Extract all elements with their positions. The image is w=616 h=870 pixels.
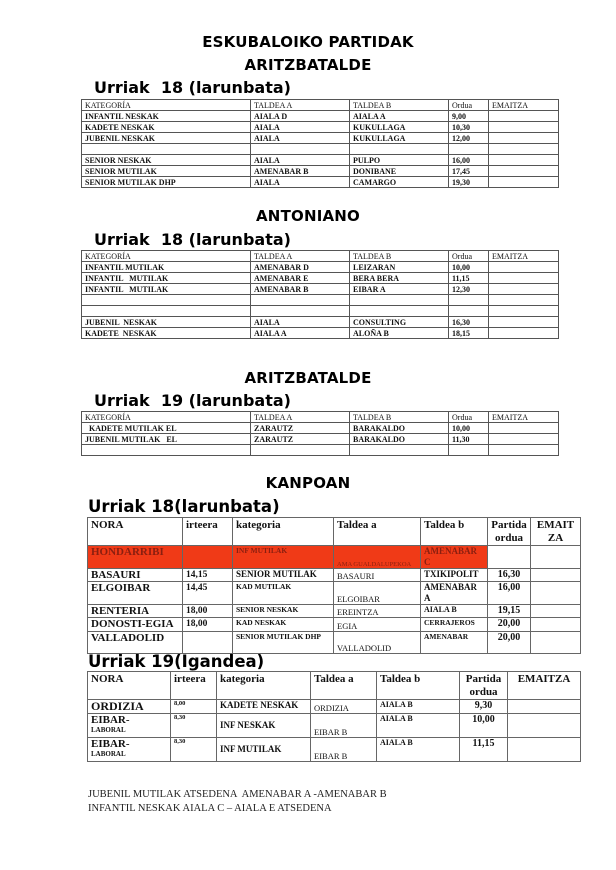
table-row (82, 306, 559, 317)
cell-category: SENIOR MUTILAK (82, 166, 251, 177)
header-cell: TALDEA A (251, 251, 350, 262)
cell-time (449, 295, 489, 306)
cell-team-a: AIALA D (251, 111, 350, 122)
cell-team-b: DONIBANE (350, 166, 449, 177)
cell-team-a: AMENABAR B (251, 166, 350, 177)
header-cell: EMAITZA (489, 251, 559, 262)
cell-destination: ORDIZIA (88, 700, 171, 714)
header-cell: KATEGORÍA (82, 100, 251, 111)
table-row (82, 273, 559, 284)
header-cell: EMAITZA (508, 672, 581, 700)
away-games-table-18 (87, 517, 581, 654)
cell-team-a: AIALA A (251, 328, 350, 339)
cell-team-b (350, 306, 449, 317)
header-cell: EMAITZA (489, 412, 559, 423)
cell-category (82, 306, 251, 317)
cell-time (449, 306, 489, 317)
cell-match-time (488, 546, 531, 569)
cell-category: INF MUTILAK (233, 546, 334, 569)
cell-category: INF NESKAK (217, 714, 311, 738)
table-header-row (82, 251, 559, 262)
cell-category: JUBENIL NESKAK (82, 133, 251, 144)
cell-departure: 14,15 (183, 569, 233, 582)
header-cell: Partida ordua (488, 518, 531, 546)
header-cell: Ordua (449, 412, 489, 423)
table-row (88, 618, 581, 632)
cell-result (489, 262, 559, 273)
cell-result (489, 434, 559, 445)
cell-category: KAD MUTILAK (233, 582, 334, 605)
cell-match-time: 16,00 (488, 582, 531, 605)
cell-result (531, 569, 581, 582)
header-cell: KATEGORÍA (82, 412, 251, 423)
cell-team-b: AMENABAR C (421, 546, 488, 569)
table-row (82, 122, 559, 133)
date-heading: Urriak 18 (larunbata) (94, 230, 291, 249)
cell-team-b: BARAKALDO (350, 423, 449, 434)
cell-category: SENIOR MUTILAK DHP (233, 632, 334, 654)
cell-departure: 14,45 (183, 582, 233, 605)
main-title: ESKUBALOIKO PARTIDAK (202, 33, 414, 51)
cell-category: JUBENIL NESKAK (82, 317, 251, 328)
date-heading: Urriak 19 (larunbata) (94, 391, 291, 410)
header-cell: KATEGORÍA (82, 251, 251, 262)
cell-departure: 8,30 (171, 714, 217, 738)
cell-team-b: AIALA A (350, 111, 449, 122)
table-row (82, 423, 559, 434)
cell-destination: HONDARRIBI (88, 546, 183, 569)
cell-category: JUBENIL MUTILAK EL (82, 434, 251, 445)
cell-team-b: AMENABAR A (421, 582, 488, 605)
table-row (88, 632, 581, 654)
cell-team-a: ELGOIBAR (334, 582, 421, 605)
cell-result (531, 605, 581, 618)
kanpoan-heading: KANPOAN (265, 474, 351, 492)
table-row (82, 133, 559, 144)
header-cell: irteera (183, 518, 233, 546)
table-header-row (88, 672, 581, 700)
cell-departure (183, 546, 233, 569)
table-row (82, 284, 559, 295)
cell-team-a (251, 295, 350, 306)
cell-team-a (251, 306, 350, 317)
schedule-table-aritzbatalde-18 (81, 99, 559, 188)
cell-category: KADETE NESKAK (82, 122, 251, 133)
cell-result (489, 177, 559, 188)
cell-time: 9,00 (449, 111, 489, 122)
header-cell: Taldea b (377, 672, 460, 700)
cell-destination: DONOSTI-EGIA (88, 618, 183, 632)
cell-result (489, 423, 559, 434)
cell-destination (88, 714, 171, 738)
table-row (82, 111, 559, 122)
cell-result (508, 700, 581, 714)
header-cell: TALDEA B (350, 100, 449, 111)
cell-team-a: ZARAUTZ (251, 434, 350, 445)
cell-team-b: CERRAJEROS (421, 618, 488, 632)
cell-match-time: 16,30 (488, 569, 531, 582)
destination-name: EIBAR- (91, 714, 130, 726)
cell-category: KADETE MUTILAK EL (82, 423, 251, 434)
table-header-row (82, 412, 559, 423)
schedule-table-aritzbatalde-19 (81, 411, 559, 456)
header-cell: TALDEA A (251, 100, 350, 111)
cell-category: SENIOR MUTILAK (233, 569, 334, 582)
cell-team-a: EGIA (334, 618, 421, 632)
cell-time: 17,45 (449, 166, 489, 177)
cell-team-b: EIBAR A (350, 284, 449, 295)
cell-team-a: BASAURI (334, 569, 421, 582)
table-row (82, 155, 559, 166)
cell-team-a: AIALA (251, 177, 350, 188)
table-header-row (82, 100, 559, 111)
cell-team-a: EIBAR B (311, 738, 377, 762)
cell-team-b (350, 295, 449, 306)
cell-category (82, 144, 251, 155)
cell-team-b: AMENABAR (421, 632, 488, 654)
away-games-table-19 (87, 671, 581, 762)
cell-result (489, 144, 559, 155)
header-cell: Taldea a (311, 672, 377, 700)
venue-heading-aritzbatalde-19: ARITZBATALDE (244, 369, 372, 387)
cell-destination: RENTERIA (88, 605, 183, 618)
header-cell: EMAIT ZA (531, 518, 581, 546)
cell-time: 16,30 (449, 317, 489, 328)
cell-category: INFANTIL MUTILAK (82, 273, 251, 284)
table-row (82, 295, 559, 306)
header-cell: kategoria (233, 518, 334, 546)
cell-team-b: AIALA B (421, 605, 488, 618)
cell-team-a: AIALA (251, 155, 350, 166)
table-row (82, 317, 559, 328)
cell-match-time: 19,15 (488, 605, 531, 618)
cell-team-a: AIALA (251, 133, 350, 144)
table-row (88, 605, 581, 618)
cell-time: 10,00 (449, 423, 489, 434)
cell-category: SENIOR NESKAK (233, 605, 334, 618)
cell-destination: BASAURI (88, 569, 183, 582)
cell-time (449, 445, 489, 456)
destination-name: EIBAR- (91, 738, 130, 750)
header-cell: Taldea b (421, 518, 488, 546)
cell-category: KADETE NESKAK (217, 700, 311, 714)
cell-match-time: 20,00 (488, 618, 531, 632)
cell-result (489, 155, 559, 166)
table-row (82, 434, 559, 445)
cell-team-a: AMENABAR E (251, 273, 350, 284)
cell-time: 10,30 (449, 122, 489, 133)
cell-category: KAD NESKAK (233, 618, 334, 632)
table-row (88, 714, 581, 738)
cell-result (489, 306, 559, 317)
cell-team-a: AMENABAR D (251, 262, 350, 273)
cell-category: INFANTIL MUTILAK (82, 262, 251, 273)
cell-departure: 8,30 (171, 738, 217, 762)
header-cell: Ordua (449, 100, 489, 111)
header-cell: NORA (88, 672, 171, 700)
destination-sub: LABORAL (91, 750, 126, 758)
table-row (82, 328, 559, 339)
cell-time: 10,00 (449, 262, 489, 273)
cell-result (508, 714, 581, 738)
venue-heading-antoniano: ANTONIANO (256, 207, 360, 225)
date-heading-kanpoan-19: Urriak 19(Igandea) (88, 652, 265, 671)
cell-team-a: ORDIZIA (311, 700, 377, 714)
cell-departure: 8,00 (171, 700, 217, 714)
cell-team-b: ALOÑA B (350, 328, 449, 339)
cell-match-time: 10,00 (460, 714, 508, 738)
cell-category: INFANTIL MUTILAK (82, 284, 251, 295)
cell-team-b: KUKULLAGA (350, 122, 449, 133)
header-cell: irteera (171, 672, 217, 700)
header-cell: TALDEA B (350, 251, 449, 262)
cell-result (489, 445, 559, 456)
venue-heading-aritzbatalde-18: ARITZBATALDE (244, 56, 372, 74)
rest-note-1: JUBENIL MUTILAK ATSEDENA AMENABAR A -AMENABAR B (88, 789, 387, 800)
table-row (88, 700, 581, 714)
cell-result (489, 133, 559, 144)
cell-team-b (350, 445, 449, 456)
cell-result (531, 582, 581, 605)
table-row (82, 177, 559, 188)
date-heading: Urriak 18 (larunbata) (94, 78, 291, 97)
table-row (88, 569, 581, 582)
cell-team-a (251, 445, 350, 456)
cell-destination: ELGOIBAR (88, 582, 183, 605)
cell-category: INF MUTILAK (217, 738, 311, 762)
table-row (82, 445, 559, 456)
cell-result (489, 273, 559, 284)
table-row (82, 262, 559, 273)
table-row (88, 738, 581, 762)
table-row (82, 144, 559, 155)
cell-time (449, 144, 489, 155)
header-cell: Taldea a (334, 518, 421, 546)
cell-team-b: AIALA B (377, 714, 460, 738)
cell-team-b: TXIKIPOLIT (421, 569, 488, 582)
cell-category: SENIOR NESKAK (82, 155, 251, 166)
header-cell: TALDEA A (251, 412, 350, 423)
cell-departure: 18,00 (183, 618, 233, 632)
cell-time: 19,30 (449, 177, 489, 188)
cell-category: SENIOR MUTILAK DHP (82, 177, 251, 188)
cell-team-b: AIALA B (377, 700, 460, 714)
cell-team-a: AMENABAR B (251, 284, 350, 295)
cell-team-b (350, 144, 449, 155)
cell-team-b: PULPO (350, 155, 449, 166)
cell-team-b: KUKULLAGA (350, 133, 449, 144)
cell-match-time: 11,15 (460, 738, 508, 762)
cell-team-b: LEIZARAN (350, 262, 449, 273)
cell-category: INFANTIL NESKAK (82, 111, 251, 122)
table-row (88, 582, 581, 605)
cell-result (489, 111, 559, 122)
cell-destination: VALLADOLID (88, 632, 183, 654)
cell-category (82, 295, 251, 306)
header-cell: NORA (88, 518, 183, 546)
cell-category: KADETE NESKAK (82, 328, 251, 339)
cell-team-a: EIBAR B (311, 714, 377, 738)
header-cell: EMAITZA (489, 100, 559, 111)
cell-team-a: VALLADOLID (334, 632, 421, 654)
cell-team-b: AIALA B (377, 738, 460, 762)
cell-team-a (251, 144, 350, 155)
cell-match-time: 9,30 (460, 700, 508, 714)
header-cell: TALDEA B (350, 412, 449, 423)
destination-sub: LABORAL (91, 726, 126, 734)
cell-team-a: AIALA (251, 122, 350, 133)
cell-team-b: BERA BERA (350, 273, 449, 284)
cell-departure: 18,00 (183, 605, 233, 618)
cell-team-a: AMA GUALDALUPEKOA (334, 546, 421, 569)
cell-time: 12,00 (449, 133, 489, 144)
cell-departure (183, 632, 233, 654)
header-cell: kategoria (217, 672, 311, 700)
table-header-row (88, 518, 581, 546)
cell-time: 16,00 (449, 155, 489, 166)
cell-time: 11,30 (449, 434, 489, 445)
cell-team-a: AIALA (251, 317, 350, 328)
cell-team-a: ZARAUTZ (251, 423, 350, 434)
cell-match-time: 20,00 (488, 632, 531, 654)
cell-team-a: EREINTZA (334, 605, 421, 618)
cell-result (531, 632, 581, 654)
date-heading-kanpoan-18: Urriak 18(larunbata) (88, 497, 280, 516)
cell-team-b: CAMARGO (350, 177, 449, 188)
table-row-highlighted (88, 546, 581, 569)
table-row (82, 166, 559, 177)
cell-team-b: BARAKALDO (350, 434, 449, 445)
cell-time: 12,30 (449, 284, 489, 295)
header-cell: Partida ordua (460, 672, 508, 700)
cell-time: 18,15 (449, 328, 489, 339)
cell-result (489, 122, 559, 133)
cell-destination (88, 738, 171, 762)
cell-result (489, 328, 559, 339)
cell-result (489, 295, 559, 306)
schedule-table-antoniano (81, 250, 559, 339)
cell-time: 11,15 (449, 273, 489, 284)
cell-result (508, 738, 581, 762)
cell-category (82, 445, 251, 456)
cell-result (531, 618, 581, 632)
cell-result (489, 317, 559, 328)
cell-result (489, 284, 559, 295)
cell-result (489, 166, 559, 177)
header-cell: Ordua (449, 251, 489, 262)
rest-note-2: INFANTIL NESKAK AIALA C – AIALA E ATSEDENA (88, 803, 332, 814)
cell-team-b: CONSULTING (350, 317, 449, 328)
cell-result (531, 546, 581, 569)
